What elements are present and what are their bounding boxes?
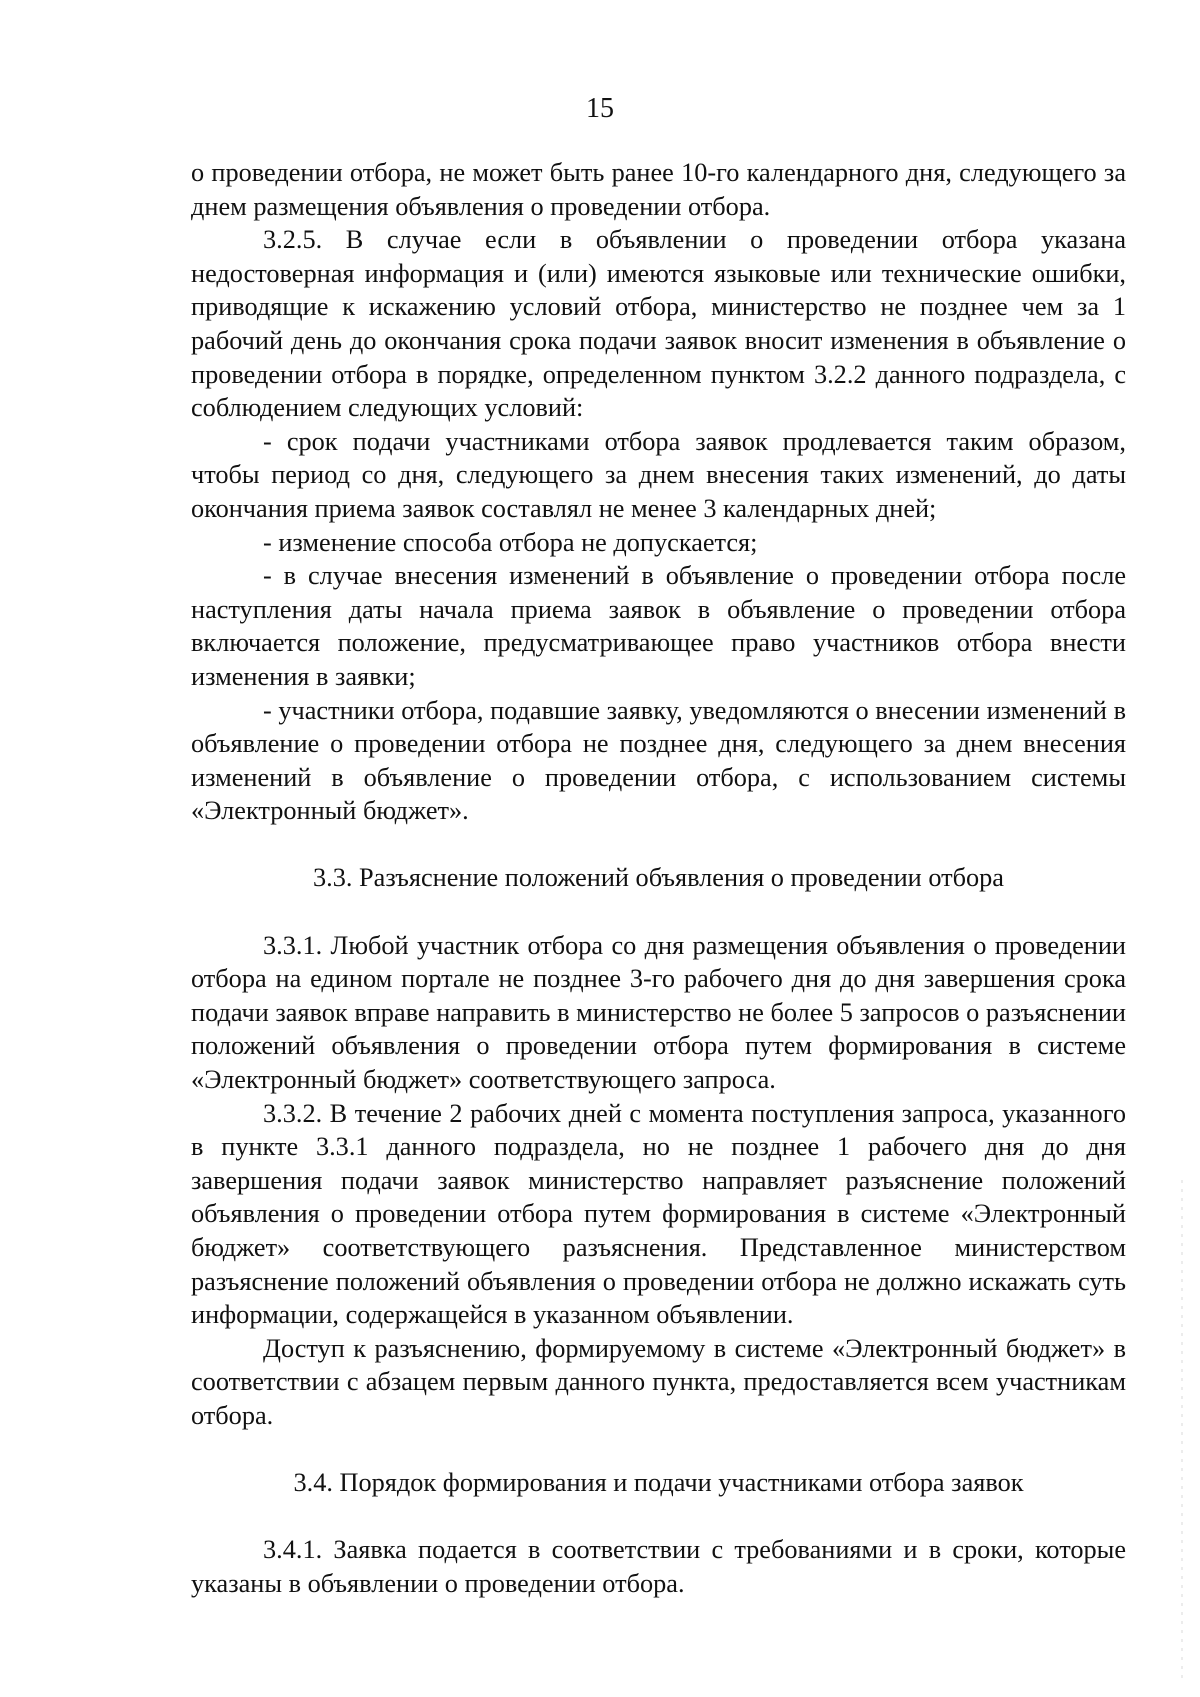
list-item-deadline-extension: - срок подачи участниками отбора заявок продлевается таким образом, чтобы период со дня, следующего за днем внесения таких изменений, до даты окончания приема заявок составлял не менее 3 календарных дней;	[191, 426, 1126, 523]
list-item-amendments: - в случае внесения изменений в объявление о проведении отбора после наступления даты начала приема заявок в объявление о проведении отбора включается положение, предусматривающее право участников отбора внести изменения в заявки;	[191, 561, 1126, 691]
section-heading-3-4: 3.4. Порядок формирования и подачи участниками отбора заявок	[293, 1468, 1024, 1498]
page-number: 15	[586, 93, 614, 124]
paragraph-continuation: о проведении отбора, не может быть ранее 10-го календарного дня, следующего за днем размещения объявления о проведении отбора.	[191, 158, 1126, 221]
spacer	[191, 1500, 1126, 1534]
document-body	[191, 156, 1126, 1601]
list-item-notification: - участники отбора, подавшие заявку, уведомляются о внесении изменений в объявление о проведении отбора не позднее дня, следующего за днем внесения изменений в объявление о проведении отбора, с использованием системы «Электронный бюджет».	[191, 695, 1126, 826]
paragraph-access: Доступ к разъяснению, формируемому в системе «Электронный бюджет» в соответствии с абзацем первым данного пункта, предоставляется всем участникам отбора.	[191, 1333, 1126, 1430]
scan-edge-artifact	[1181, 1180, 1183, 1680]
spacer	[191, 895, 1126, 929]
list-item-method-change: - изменение способа отбора не допускается;	[263, 527, 758, 557]
paragraph-3-3-1: 3.3.1. Любой участник отбора со дня размещения объявления о проведении отбора на едином портале не позднее 3-го рабочего дня до дня завершения срока подачи заявок вправе направить в министерство не более 5 запросов о разъяснении положений объявления о проведении отбора путем формирования в системе «Электронный бюджет» соответствующего запроса.	[191, 930, 1126, 1095]
paragraph-3-4-1: 3.4.1. Заявка подается в соответствии с требованиями и в сроки, которые указаны в объявлении о проведении отбора.	[191, 1535, 1126, 1598]
spacer	[191, 1433, 1126, 1467]
section-heading-3-3: 3.3. Разъяснение положений объявления о проведении отбора	[313, 863, 1004, 893]
paragraph-3-3-2: 3.3.2. В течение 2 рабочих дней с момента поступления запроса, указанного в пункте 3.3.1 данного подраздела, но не позднее 1 рабочего дня до дня завершения подачи заявок министерство направляет разъяснение положений объявления о проведении отбора путем формирования в системе «Электронный бюджет» соответствующего разъяснения. Представленное министерством разъяснение положений объявления о проведении отбора не должно искажать суть информации, содержащейся в указанном объявлении.	[191, 1098, 1126, 1330]
spacer	[191, 828, 1126, 862]
paragraph-3-2-5: 3.2.5. В случае если в объявлении о проведении отбора указана недостоверная информация и (или) имеются языковые или технические ошибки, приводящие к искажению условий отбора, министерство не позднее чем за 1 рабочий день до окончания срока подачи заявок вносит изменения в объявление о проведении отбора в порядке, определенном пунктом 3.2.2 данного подраздела, с соблюдением следующих условий:	[191, 225, 1126, 423]
